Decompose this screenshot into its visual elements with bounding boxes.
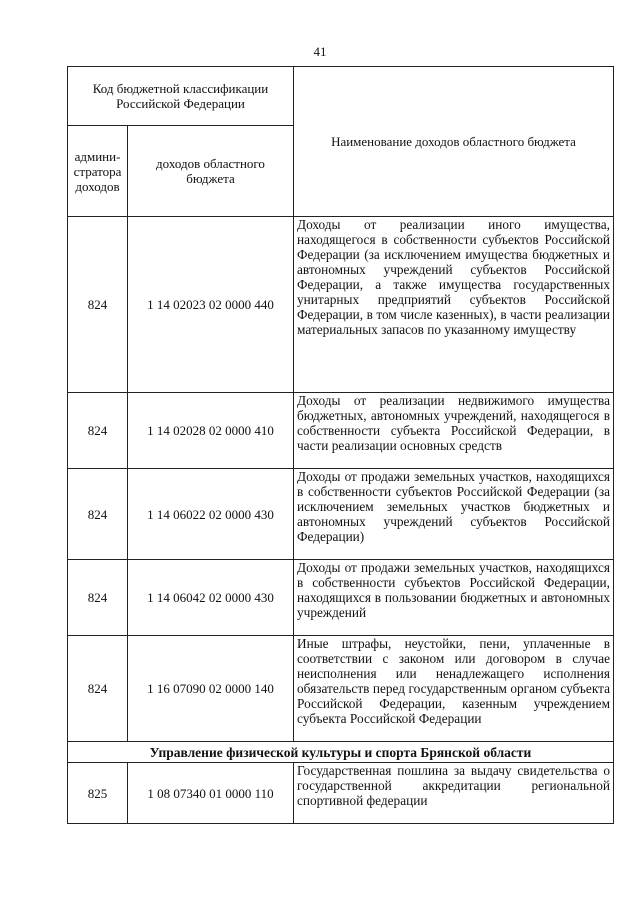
- admin-code-cell: 824: [68, 393, 128, 469]
- table-row: [68, 217, 614, 393]
- budget-code-cell: 1 16 07090 02 0000 140: [128, 636, 294, 742]
- table-row: [68, 393, 614, 469]
- admin-code-cell: 824: [68, 217, 128, 393]
- income-name-cell: Государственная пошлина за выдачу свидетельства о государственной аккредитации региональной спортивной федерации: [294, 763, 614, 824]
- income-name-cell: Иные штрафы, неустойки, пени, уплаченные в соответствии с законом или договором в случае неисполнения или ненадлежащего исполнения обязательств перед государственным органом субъекта Российской Федерации, казенным учреждением субъекта Российской Федерации: [294, 636, 614, 742]
- section-row: [68, 742, 614, 763]
- table-row: [68, 763, 614, 824]
- table-row: [68, 560, 614, 636]
- budget-code-cell: 1 14 06042 02 0000 430: [128, 560, 294, 636]
- budget-code-cell: 1 14 02028 02 0000 410: [128, 393, 294, 469]
- budget-income-table: [67, 66, 614, 824]
- budget-code-cell: 1 14 06022 02 0000 430: [128, 469, 294, 560]
- table-row: [68, 469, 614, 560]
- table-row: [68, 636, 614, 742]
- table-header-row: [68, 67, 614, 126]
- admin-code-cell: 824: [68, 560, 128, 636]
- income-name-cell: Доходы от продажи земельных участков, находящихся в собственности субъектов Российской Федерации, находящихся в пользовании бюджетных и автономных учреждений: [294, 560, 614, 636]
- header-admin: админи-стратора доходов: [68, 126, 128, 217]
- budget-code-cell: 1 14 02023 02 0000 440: [128, 217, 294, 393]
- header-code: доходов областного бюджета: [128, 126, 294, 217]
- income-name-cell: Доходы от продажи земельных участков, находящихся в собственности субъектов Российской Федерации (за исключением земельных участков бюджетных и автономных учреждений субъектов Российской Федерации): [294, 469, 614, 560]
- budget-code-cell: 1 08 07340 01 0000 110: [128, 763, 294, 824]
- admin-code-cell: 824: [68, 469, 128, 560]
- income-name-cell: Доходы от реализации иного имущества, находящегося в собственности субъектов Российской Федерации (за исключением имущества бюджетных и автономных учреждений субъектов Российской Федерации, а также имущества государственных унитарных предприятий субъектов Российской Федерации, в том числе казенных), в части реализации материальных запасов по указанному имуществу: [294, 217, 614, 393]
- header-name: Наименование доходов областного бюджета: [294, 67, 614, 217]
- income-name-cell: Доходы от реализации недвижимого имущества бюджетных, автономных учреждений, находящегося в собственности субъекта Российской Федерации, в части реализации основных средств: [294, 393, 614, 469]
- admin-code-cell: 825: [68, 763, 128, 824]
- section-title: Управление физической культуры и спорта Брянской области: [68, 742, 614, 763]
- admin-code-cell: 824: [68, 636, 128, 742]
- page-number: 41: [313, 44, 327, 59]
- header-group-title: Код бюджетной классификации Российской Федерации: [68, 67, 294, 126]
